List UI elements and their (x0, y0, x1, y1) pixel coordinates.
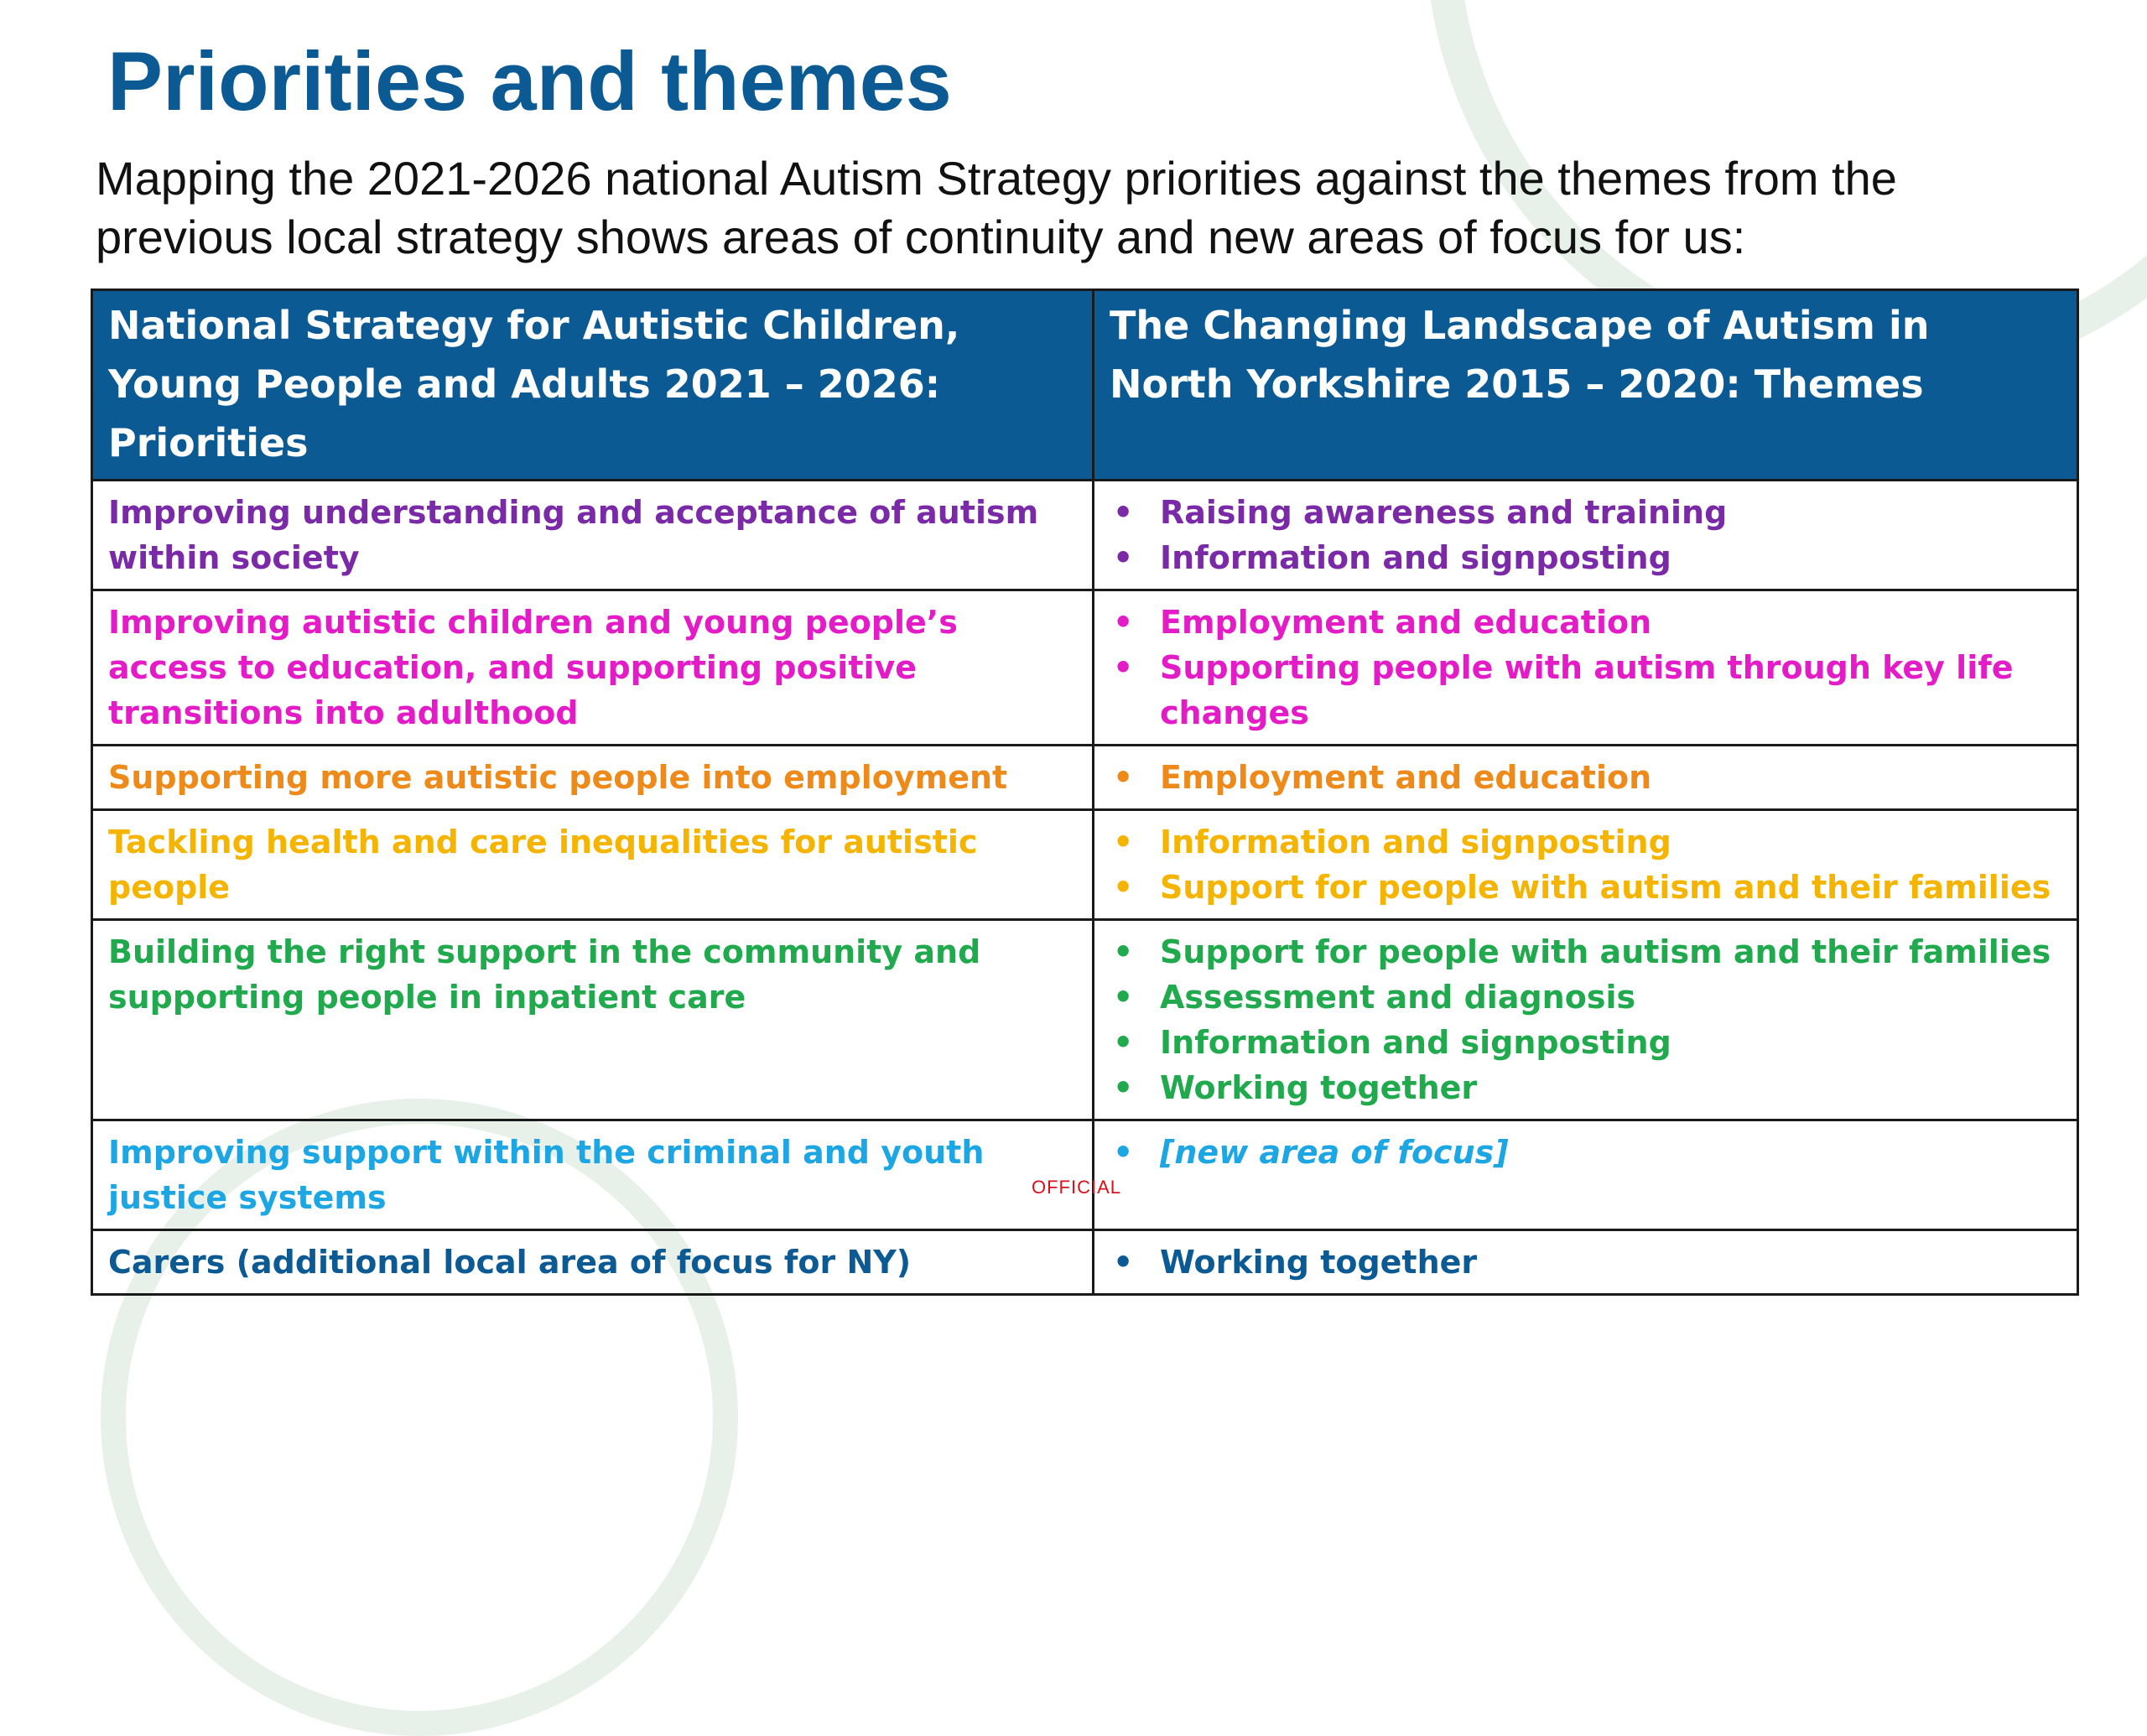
page-subtitle: Mapping the 2021-2026 national Autism Strategy priorities against the themes from the previous local strategy shows areas of continuity and new areas of focus for us: (96, 152, 1897, 263)
theme-item: • Working together (1110, 1065, 2061, 1110)
table-row (92, 1120, 2078, 1230)
table-row (92, 481, 2078, 590)
theme-item: • Information and signposting (1110, 535, 2061, 580)
priority-cell: Improving support within the criminal and youth justice systems (92, 1120, 1094, 1230)
theme-item: • Assessment and diagnosis (1110, 975, 2061, 1020)
themes-list (1110, 1130, 2061, 1175)
theme-item: • Employment and education (1110, 755, 2061, 800)
themes-cell (1094, 810, 2078, 920)
themes-list (1110, 600, 2061, 735)
theme-item: • Support for people with autism and their families (1110, 929, 2061, 975)
theme-item: • Information and signposting (1110, 1020, 2061, 1065)
priorities-themes-table (91, 288, 2079, 1296)
page-title: Priorities and themes (107, 34, 952, 127)
priority-cell: Supporting more autistic people into employment (92, 746, 1094, 810)
priority-cell: Carers (additional local area of focus for NY) (92, 1230, 1094, 1295)
themes-cell (1094, 746, 2078, 810)
table-row (92, 810, 2078, 920)
themes-cell (1094, 590, 2078, 746)
themes-cell (1094, 1120, 2078, 1230)
header-local-themes: The Changing Landscape of Autism in North Yorkshire 2015 – 2020: Themes (1094, 290, 2078, 481)
priority-cell: Tackling health and care inequalities for autistic people (92, 810, 1094, 920)
header-national-priorities: National Strategy for Autistic Children, Young People and Adults 2021 – 2026: Priorities (92, 290, 1094, 481)
theme-item: • Information and signposting (1110, 819, 2061, 865)
themes-cell (1094, 481, 2078, 590)
theme-item: • [new area of focus] (1110, 1130, 2061, 1175)
table-row (92, 746, 2078, 810)
table-row (92, 590, 2078, 746)
priority-cell: Improving autistic children and young people’s access to education, and supporting positive transitions into adulthood (92, 590, 1094, 746)
theme-item: • Raising awareness and training (1110, 490, 2061, 535)
themes-list (1110, 929, 2061, 1110)
classification-mark: OFFICIAL (1032, 1177, 1122, 1198)
theme-item: • Working together (1110, 1240, 2061, 1285)
themes-cell (1094, 920, 2078, 1120)
theme-item: • Support for people with autism and their families (1110, 865, 2061, 910)
themes-list (1110, 1240, 2061, 1285)
table-row (92, 920, 2078, 1120)
table-row (92, 1230, 2078, 1295)
themes-list (1110, 490, 2061, 580)
theme-item: • Employment and education (1110, 600, 2061, 645)
themes-list (1110, 755, 2061, 800)
priority-cell: Building the right support in the community and supporting people in inpatient care (92, 920, 1094, 1120)
table-header-row (92, 290, 2078, 481)
theme-item: • Supporting people with autism through key life changes (1110, 645, 2061, 735)
themes-cell (1094, 1230, 2078, 1295)
themes-list (1110, 819, 2061, 910)
priority-cell: Improving understanding and acceptance of autism within society (92, 481, 1094, 590)
